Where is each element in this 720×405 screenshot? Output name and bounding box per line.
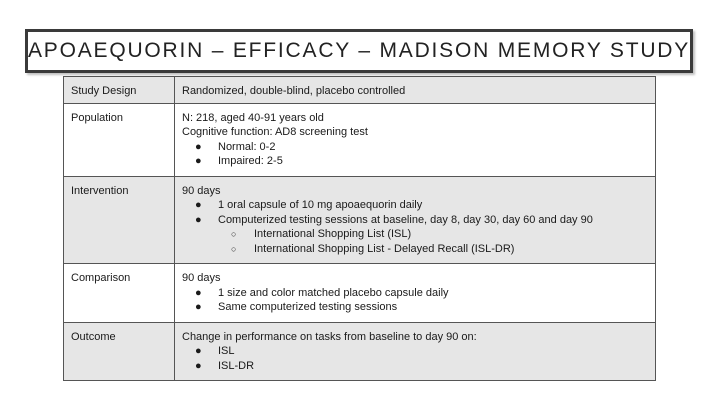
- bullet-text: ISL-DR: [218, 359, 255, 372]
- table-row-study-design: [64, 77, 656, 104]
- bullet-item: [182, 344, 648, 359]
- sub-bullet-text: International Shopping List - Delayed Recall (ISL-DR): [254, 242, 515, 255]
- sub-bullet-item: [182, 227, 648, 242]
- bullet-text: 1 size and color matched placebo capsule daily: [218, 286, 449, 299]
- sub-bullet-item: [182, 242, 648, 257]
- sub-bullet-text: International Shopping List (ISL): [254, 228, 412, 240]
- bullet-item: [182, 213, 648, 228]
- table-row-population: [64, 103, 656, 176]
- hollow-bullet-icon: ○: [231, 229, 237, 239]
- hollow-bullet-icon: ○: [231, 243, 237, 254]
- bullet-icon: ●: [195, 199, 202, 211]
- study-table: [63, 76, 656, 381]
- content-line: Cognitive function: AD8 screening test: [182, 126, 368, 138]
- bullet-text: Impaired: 2-5: [218, 155, 283, 167]
- table-row-intervention: [64, 176, 656, 264]
- bullet-icon: ●: [195, 301, 202, 313]
- row-label: Outcome: [64, 322, 175, 381]
- bullet-item: [182, 198, 648, 213]
- row-label: Population: [64, 103, 175, 176]
- bullet-icon: ●: [195, 286, 202, 299]
- bullet-icon: ●: [195, 213, 202, 226]
- bullet-item: [182, 140, 648, 155]
- bullet-item: [182, 359, 648, 374]
- slide-title-box: [25, 29, 693, 73]
- bullet-text: Computerized testing sessions at baseline, day 8, day 30, day 60 and day 90: [218, 213, 593, 226]
- row-content: [175, 264, 656, 323]
- row-content: [175, 103, 656, 176]
- bullet-text: Same computerized testing sessions: [218, 301, 398, 313]
- row-content: [175, 77, 656, 104]
- bullet-icon: ●: [195, 155, 202, 167]
- row-label: Intervention: [64, 176, 175, 264]
- study-table-container: [63, 76, 656, 381]
- bullet-text: 1 oral capsule of 10 mg apoaequorin daily: [218, 199, 423, 211]
- content-line: N: 218, aged 40-91 years old: [182, 111, 324, 124]
- bullet-icon: ●: [195, 345, 202, 357]
- table-row-outcome: [64, 322, 656, 381]
- content-line: Randomized, double-blind, placebo controlled: [182, 85, 406, 97]
- content-line: 90 days: [182, 272, 221, 284]
- bullet-icon: ●: [195, 359, 202, 372]
- content-line: Change in performance on tasks from baseline to day 90 on:: [182, 330, 477, 343]
- bullet-item: [182, 154, 648, 169]
- row-content: [175, 176, 656, 264]
- bullet-icon: ●: [195, 140, 202, 153]
- row-content: [175, 322, 656, 381]
- content-line: 90 days: [182, 184, 221, 197]
- row-label: Study Design: [64, 77, 175, 104]
- bullet-item: [182, 286, 648, 301]
- bullet-item: [182, 300, 648, 315]
- row-label: Comparison: [64, 264, 175, 323]
- bullet-text: Normal: 0-2: [218, 140, 276, 153]
- bullet-text: ISL: [218, 345, 235, 357]
- slide-title: APOAEQUORIN – EFFICACY – MADISON MEMORY STUDY: [27, 39, 691, 62]
- table-row-comparison: [64, 264, 656, 323]
